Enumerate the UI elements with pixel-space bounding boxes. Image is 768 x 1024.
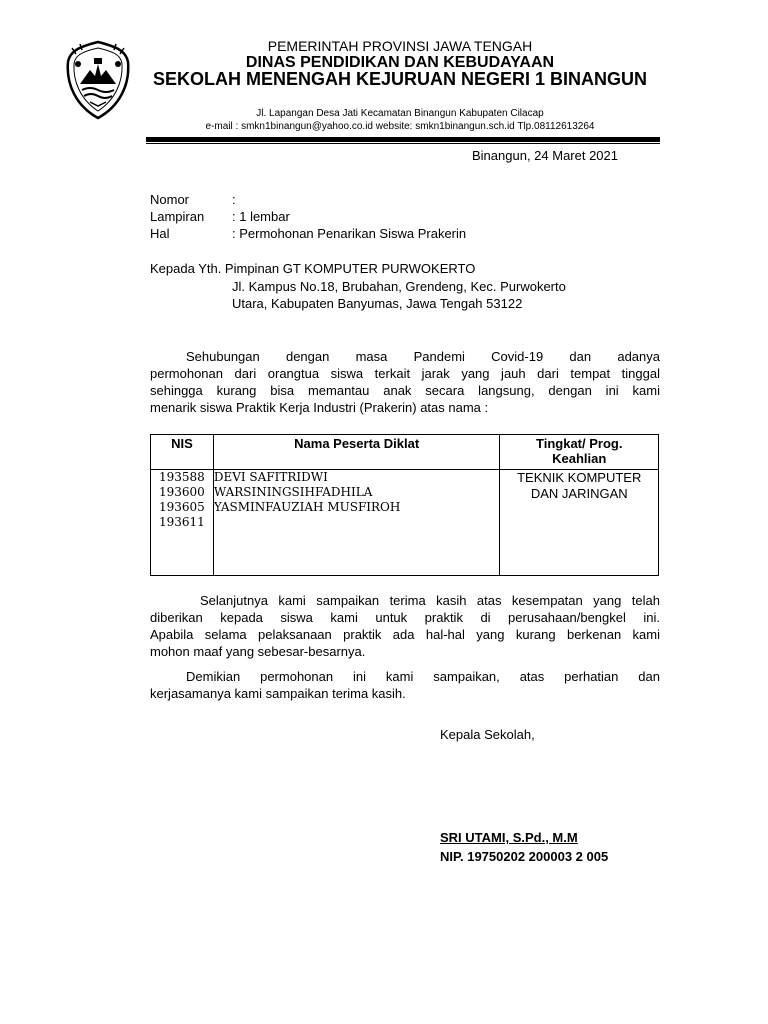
paragraph-line: sehingga kurang bisa memantau anak secara langsung, dengan ini kami (150, 383, 660, 398)
body-paragraph-3 (150, 668, 660, 702)
program-line: TEKNIK KOMPUTER (517, 470, 642, 485)
recipient-line-1: Kepada Yth. Pimpinan GT KOMPUTER PURWOKERTO (150, 261, 476, 276)
paragraph-line: kerjasamanya kami sampaikan terima kasih. (150, 686, 406, 701)
letterhead-department: DINAS PENDIDIKAN DAN KEBUDAYAAN (245, 54, 555, 71)
letterhead-province: PEMERINTAH PROVINSI JAWA TENGAH (267, 38, 533, 54)
letterhead-divider-thick (146, 137, 660, 142)
table-header-nis: NIS (151, 435, 214, 470)
nis-value: 193605 (159, 500, 205, 514)
nis-value: 193600 (159, 485, 205, 499)
meta-value: : 1 lembar (232, 209, 290, 224)
nis-cell (151, 470, 214, 576)
recipient-line-2: Jl. Kampus No.18, Brubahan, Grendeng, Kec. Purwokerto (232, 279, 566, 294)
student-name: DEVI SAFITRIDWI (213, 470, 328, 484)
letter-date: Binangun, 24 Maret 2021 (472, 148, 618, 163)
nis-value: 193611 (159, 515, 205, 529)
body-paragraph-1 (150, 348, 660, 416)
paragraph-line: diberikan kepada siswa kami untuk praktik di perusahaan/bengkel ini. (150, 610, 660, 625)
program-line: DAN JARINGAN (530, 486, 628, 501)
province-emblem-icon (64, 40, 132, 120)
meta-row-nomor (150, 192, 236, 207)
table-row (151, 470, 659, 576)
name-cell (213, 470, 500, 576)
signature-title: Kepala Sekolah, (440, 727, 535, 742)
table-header-program: Tingkat/ Prog. Keahlian (500, 435, 659, 470)
paragraph-line: Demikian permohonan ini kami sampaikan, atas perhatian dan (186, 669, 660, 684)
meta-row-hal (150, 226, 466, 241)
letterhead-contact: e-mail : smkn1binangun@yahoo.co.id website: smkn1binangun.sch.id Tlp.08112613264 (205, 121, 595, 132)
paragraph-line: Sehubungan dengan masa Pandemi Covid-19 dan adanya (186, 349, 660, 364)
paragraph-line: menarik siswa Praktik Kerja Industri (Prakerin) atas nama : (150, 400, 489, 415)
meta-row-lampiran (150, 209, 290, 224)
paragraph-line: Apabila selama pelaksanaan praktik ada hal-hal yang kurang berkenan kami (150, 627, 660, 642)
meta-value: : Permohonan Penarikan Siswa Prakerin (232, 226, 467, 241)
paragraph-line: permohonan dari orangtua siswa terkait jarak yang jauh dari tempat tinggal (150, 366, 660, 381)
body-paragraph-2 (150, 592, 660, 660)
meta-value: : (232, 192, 236, 207)
signature-name: SRI UTAMI, S.Pd., M.M (440, 830, 578, 845)
meta-label: Lampiran (150, 209, 205, 224)
meta-label: Nomor (150, 192, 190, 207)
letterhead-divider-thin (146, 143, 660, 144)
meta-label: Hal (150, 226, 170, 241)
student-name: WARSININGSIHFADHILA (213, 485, 373, 499)
table-header-name: Nama Peserta Diklat (213, 435, 500, 470)
signature-nip: NIP. 19750202 200003 2 005 (440, 849, 609, 864)
table-header-row (151, 435, 659, 470)
letterhead-school-name: SEKOLAH MENENGAH KEJURUAN NEGERI 1 BINANGUN (152, 69, 648, 89)
paragraph-line: mohon maaf yang sebesar-besarnya. (150, 644, 366, 659)
recipient-line-3: Utara, Kabupaten Banyumas, Jawa Tengah 53122 (232, 296, 523, 311)
student-table (150, 434, 659, 576)
nis-value: 193588 (159, 470, 205, 484)
paragraph-line: Selanjutnya kami sampaikan terima kasih atas kesempatan yang telah (200, 593, 660, 608)
student-name: YASMINFAUZIAH MUSFIROH (213, 500, 401, 514)
letterhead-address: Jl. Lapangan Desa Jati Kecamatan Binangun Kabupaten Cilacap (256, 108, 544, 119)
program-cell (500, 470, 659, 576)
